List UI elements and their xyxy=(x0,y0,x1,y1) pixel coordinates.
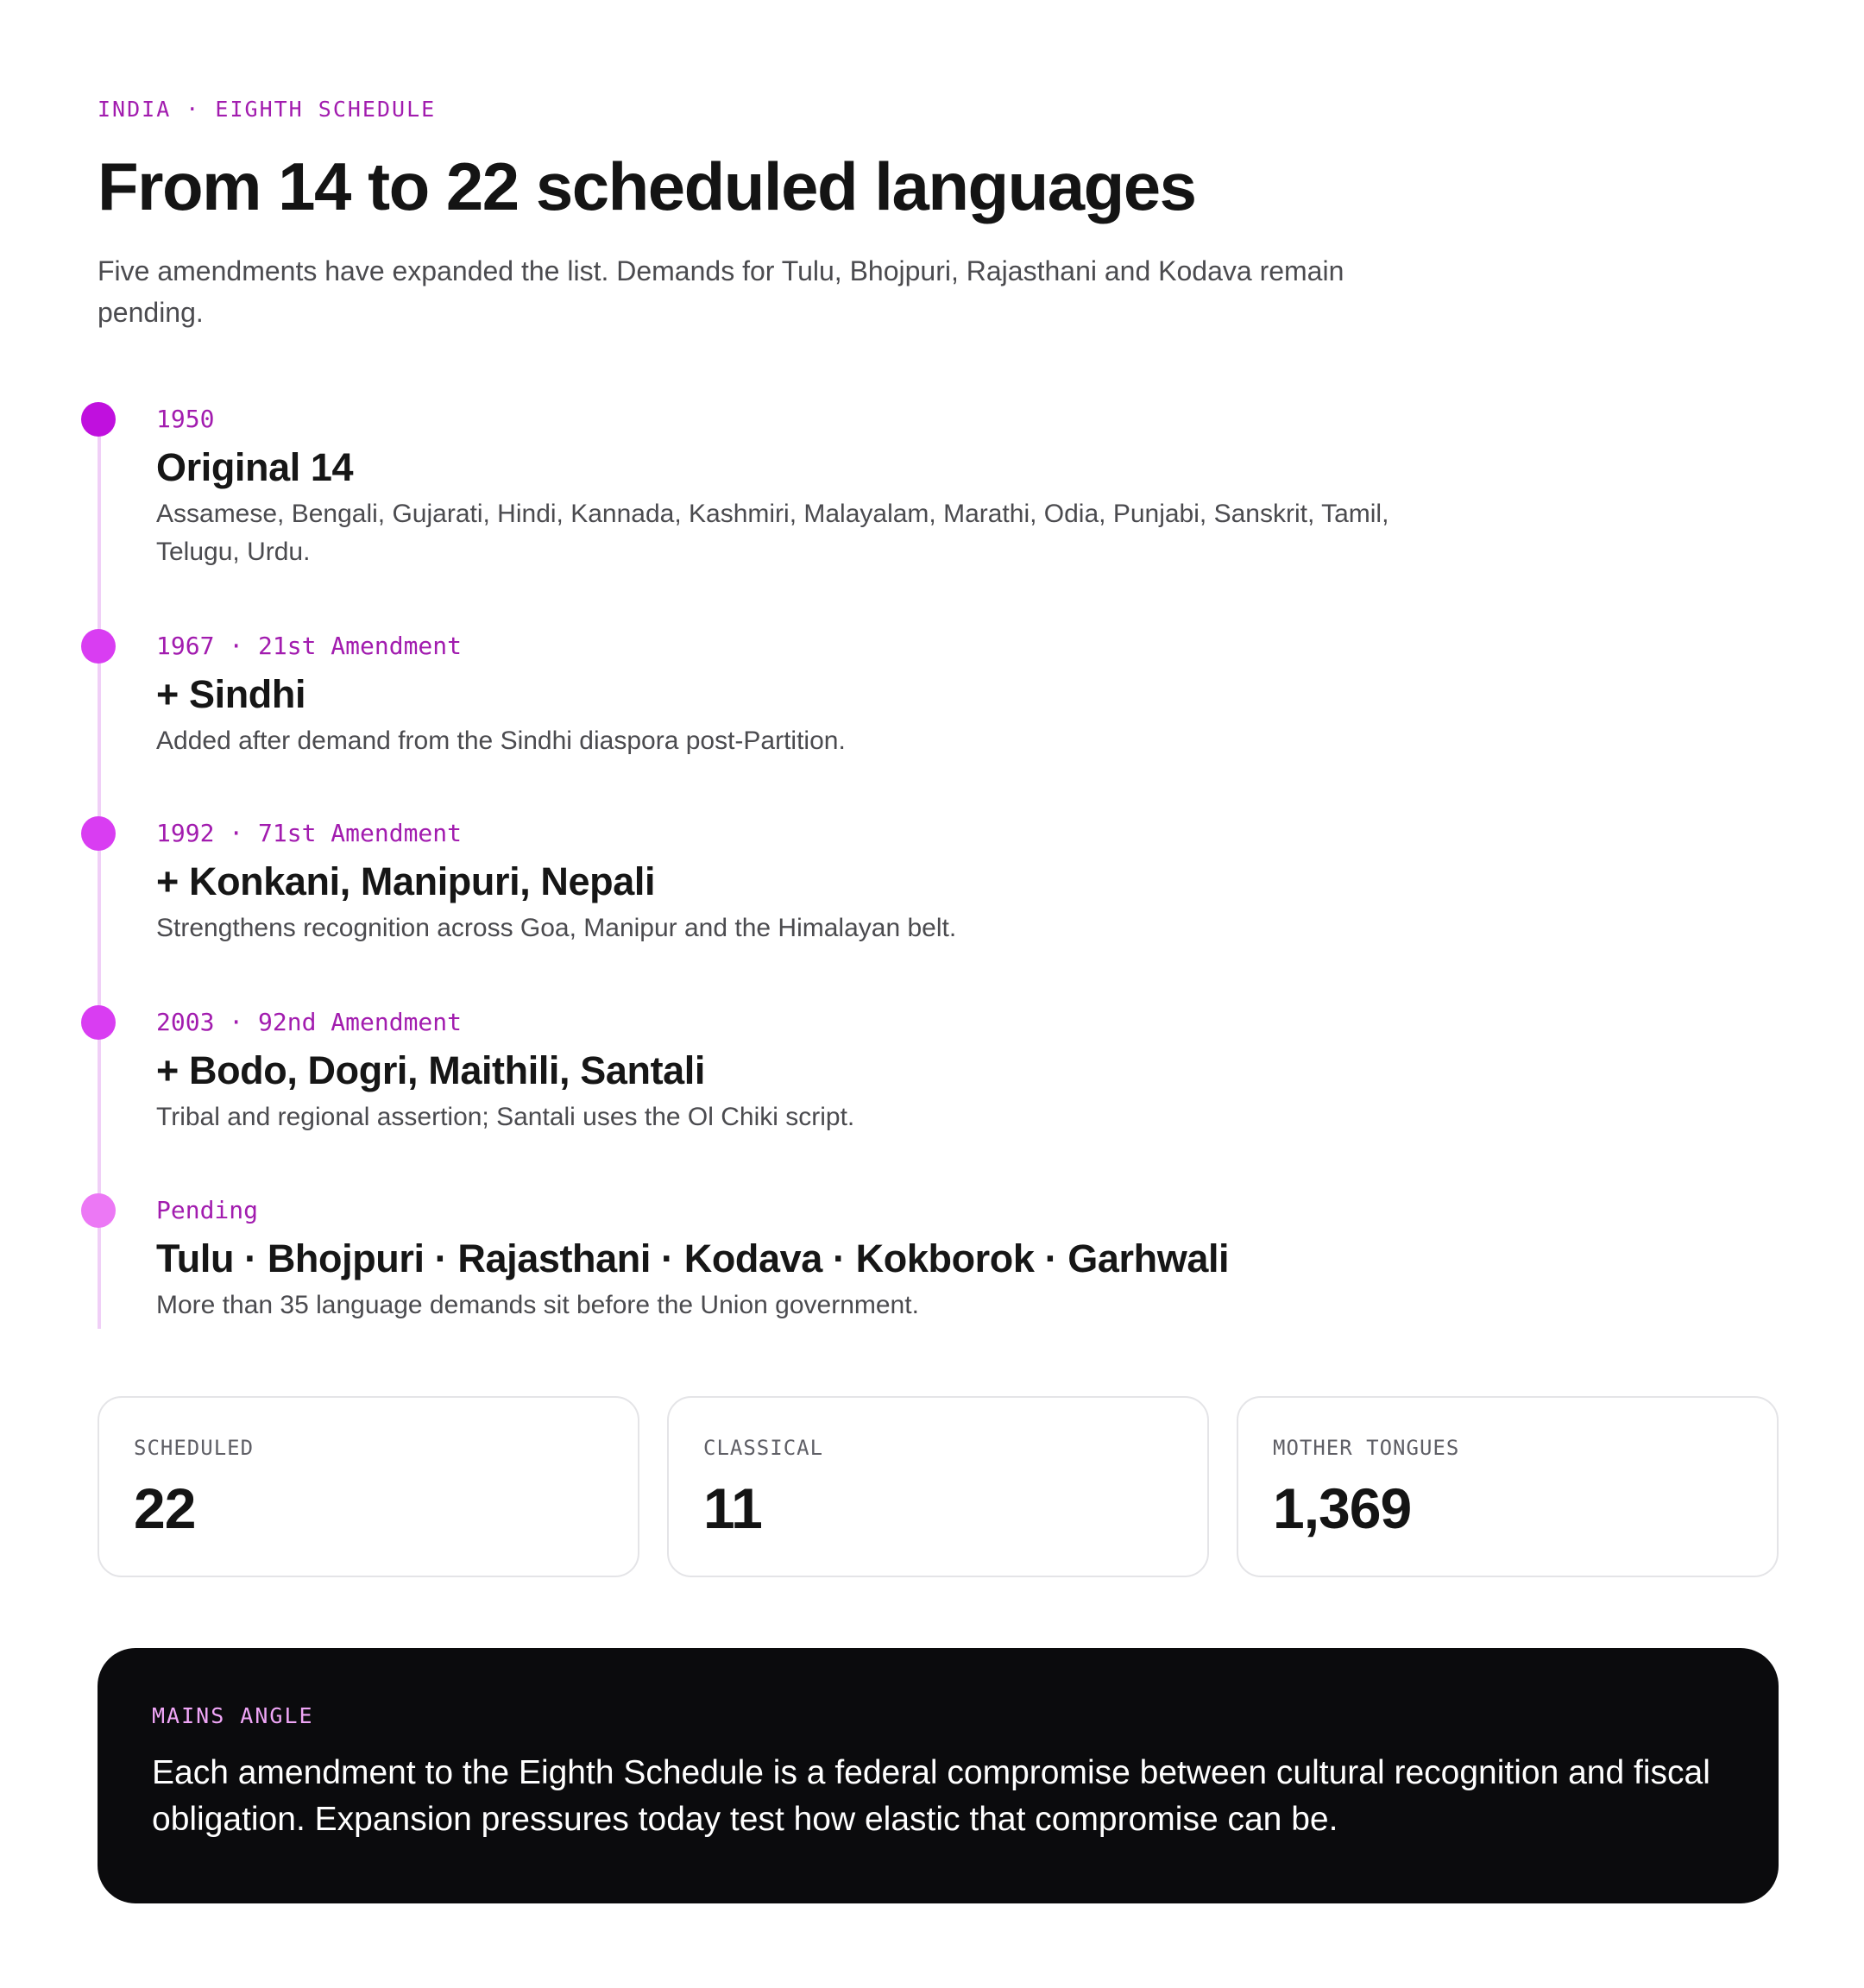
stat-card-scheduled xyxy=(98,1396,639,1577)
timeline-item-meta: 1992 · 71st Amendment xyxy=(156,819,463,847)
page-title: From 14 to 22 scheduled languages xyxy=(98,148,1196,224)
timeline-item-description: Strengthens recognition across Goa, Manipur and the Himalayan belt. xyxy=(156,914,957,942)
timeline-item-heading: Tulu · Bhojpuri · Rajasthani · Kodava · Kokborok · Garhwali xyxy=(156,1236,1230,1280)
callout-text: Each amendment to the Eighth Schedule is a federal compromise between cultural recognition and fiscal obligation. Expansion pressures today test how elastic that compromise can be. xyxy=(152,1754,1710,1838)
timeline-dot xyxy=(81,629,116,664)
timeline-item-description: Added after demand from the Sindhi diaspora post-Partition. xyxy=(156,727,846,755)
timeline-line xyxy=(98,407,101,1329)
timeline-item-heading: + Bodo, Dogri, Maithili, Santali xyxy=(156,1048,705,1092)
timeline-item-meta: Pending xyxy=(156,1196,259,1224)
timeline xyxy=(98,399,1565,1329)
timeline-item-meta: 2003 · 92nd Amendment xyxy=(156,1008,463,1036)
timeline-dot xyxy=(81,1005,116,1040)
timeline-item-description: More than 35 language demands sit before the Union government. xyxy=(156,1291,919,1319)
mains-angle-callout xyxy=(98,1648,1779,1903)
timeline-dot xyxy=(81,816,116,851)
timeline-item-heading: + Sindhi xyxy=(156,672,306,716)
timeline-item-meta: 1950 xyxy=(156,405,215,433)
stat-card-classical xyxy=(667,1396,1209,1577)
stat-label: SCHEDULED xyxy=(134,1436,255,1460)
timeline-dot xyxy=(81,1193,116,1228)
stat-card-mother-tongues xyxy=(1237,1396,1779,1577)
stat-value: 1,369 xyxy=(1273,1476,1412,1540)
stat-label: CLASSICAL xyxy=(703,1436,824,1460)
timeline-item-heading: Original 14 xyxy=(156,445,354,489)
timeline-item-description: Tribal and regional assertion; Santali uses the Ol Chiki script. xyxy=(156,1103,855,1131)
timeline-dot xyxy=(81,402,116,437)
stat-value: 11 xyxy=(703,1476,762,1540)
timeline-item-heading: + Konkani, Manipuri, Nepali xyxy=(156,859,656,903)
eyebrow-label: INDIA · EIGHTH SCHEDULE xyxy=(98,97,437,122)
callout-label: MAINS ANGLE xyxy=(152,1703,314,1728)
page-subtitle: Five amendments have expanded the list. Demands for Tulu, Bhojpuri, Rajasthani and Kodava remain pending. xyxy=(98,255,1344,328)
timeline-item-meta: 1967 · 21st Amendment xyxy=(156,632,463,660)
stat-value: 22 xyxy=(134,1476,196,1540)
timeline-item-description: Assamese, Bengali, Gujarati, Hindi, Kannada, Kashmiri, Malayalam, Marathi, Odia, Punjabi, Sanskrit, Tamil, Telugu, Urdu. xyxy=(156,500,1389,566)
stat-label: MOTHER TONGUES xyxy=(1273,1436,1460,1460)
